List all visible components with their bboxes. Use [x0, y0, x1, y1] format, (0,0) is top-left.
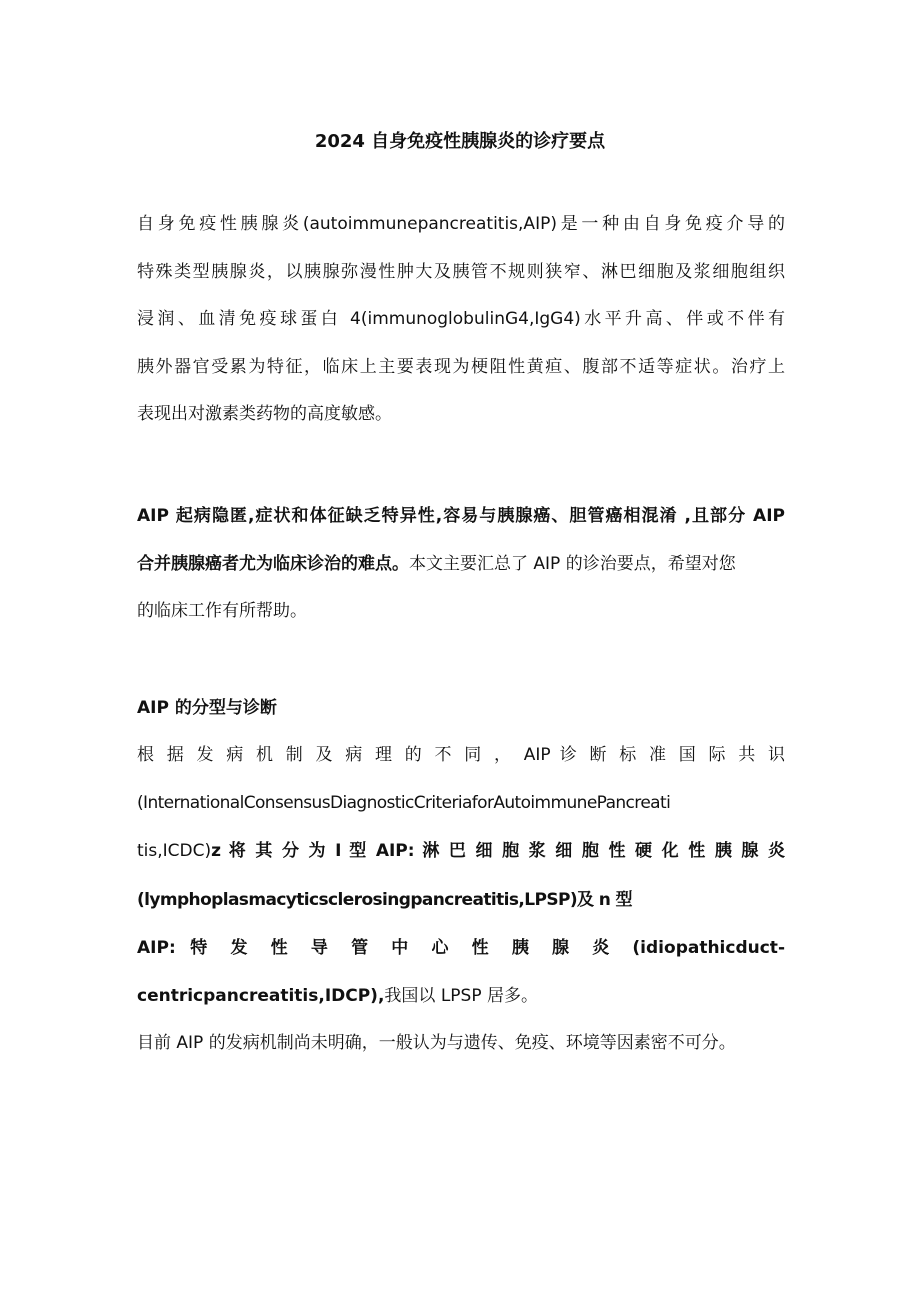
difficulty-line-2-normal: 本文主要汇总了 AIP 的诊治要点，希望对您 [409, 553, 736, 574]
intro-line-4: 胰外器官受累为特征，临床上主要表现为梗阻性黄疸、腹部不适等症状。治疗上 [137, 356, 785, 377]
classification-line-6-bold: centricpancreatitis,IDCP), [137, 985, 385, 1006]
difficulty-line-2-bold: 合并胰腺癌者尤为临床诊治的难点。 [137, 553, 409, 574]
classification-line-2: (InternationalConsensusDiagnosticCriteriaforAutoimmunePancreati [137, 793, 671, 814]
classification-line-5: AIP: 特 发 性 导 管 中 心 性 胰 腺 炎 (idiopathicduct- [137, 937, 785, 958]
classification-line-6 [137, 984, 785, 1008]
classification-line-3 [137, 839, 785, 863]
intro-line-1: 自身免疫性胰腺炎(autoimmunepancreatitis,AIP)是一种由自身免疫介导的 [137, 214, 785, 234]
difficulty-line-1: AIP 起病隐匿,症状和体征缺乏特异性,容易与胰腺癌、胆管癌相混淆 ,且部分 AIP [137, 506, 785, 526]
classification-line-4: (lymphoplasmacyticsclerosingpancreatitis,LPSP)及 n 型 [137, 889, 632, 910]
mechanism-paragraph [137, 1031, 785, 1055]
intro-line-5: 表现出对激素类药物的高度敏感。 [137, 404, 392, 424]
classification-line-6-normal: 我国以 LPSP 居多。 [384, 985, 538, 1006]
classification-line-3-normal: tis,ICDC) [137, 841, 212, 862]
classification-line-3-bold: z 将 其 分 为 I 型 AIP: 淋 巴 细 胞 浆 细 胞 性 硬 化 性 胰 腺 炎 [211, 841, 785, 862]
document-title: 2024 自身免疫性胰腺炎的诊疗要点 [314, 131, 606, 152]
intro-line-3: 浸润、血清免疫球蛋白 4(immunoglobulinG4,IgG4)水平升高、伴或不伴有 [137, 309, 785, 329]
difficulty-paragraph [137, 504, 785, 647]
mechanism-line-1: 目前 AIP 的发病机制尚未明确，一般认为与遗传、免疫、环境等因素密不可分。 [137, 1033, 736, 1053]
intro-line-2: 特殊类型胰腺炎，以胰腺弥漫性肿大及胰管不规则狭窄、淋巴细胞及浆细胞组织 [137, 261, 785, 282]
section-heading: AIP 的分型与诊断 [137, 698, 277, 718]
intro-paragraph [137, 212, 785, 450]
difficulty-line-2 [137, 552, 785, 576]
classification-line-1: 根 据 发 病 机 制 及 病 理 的 不 同 ， AIP 诊 断 标 准 国 际 共 识 [137, 745, 785, 765]
difficulty-line-3: 的临床工作有所帮助。 [137, 601, 307, 621]
classification-paragraph [137, 743, 785, 1032]
